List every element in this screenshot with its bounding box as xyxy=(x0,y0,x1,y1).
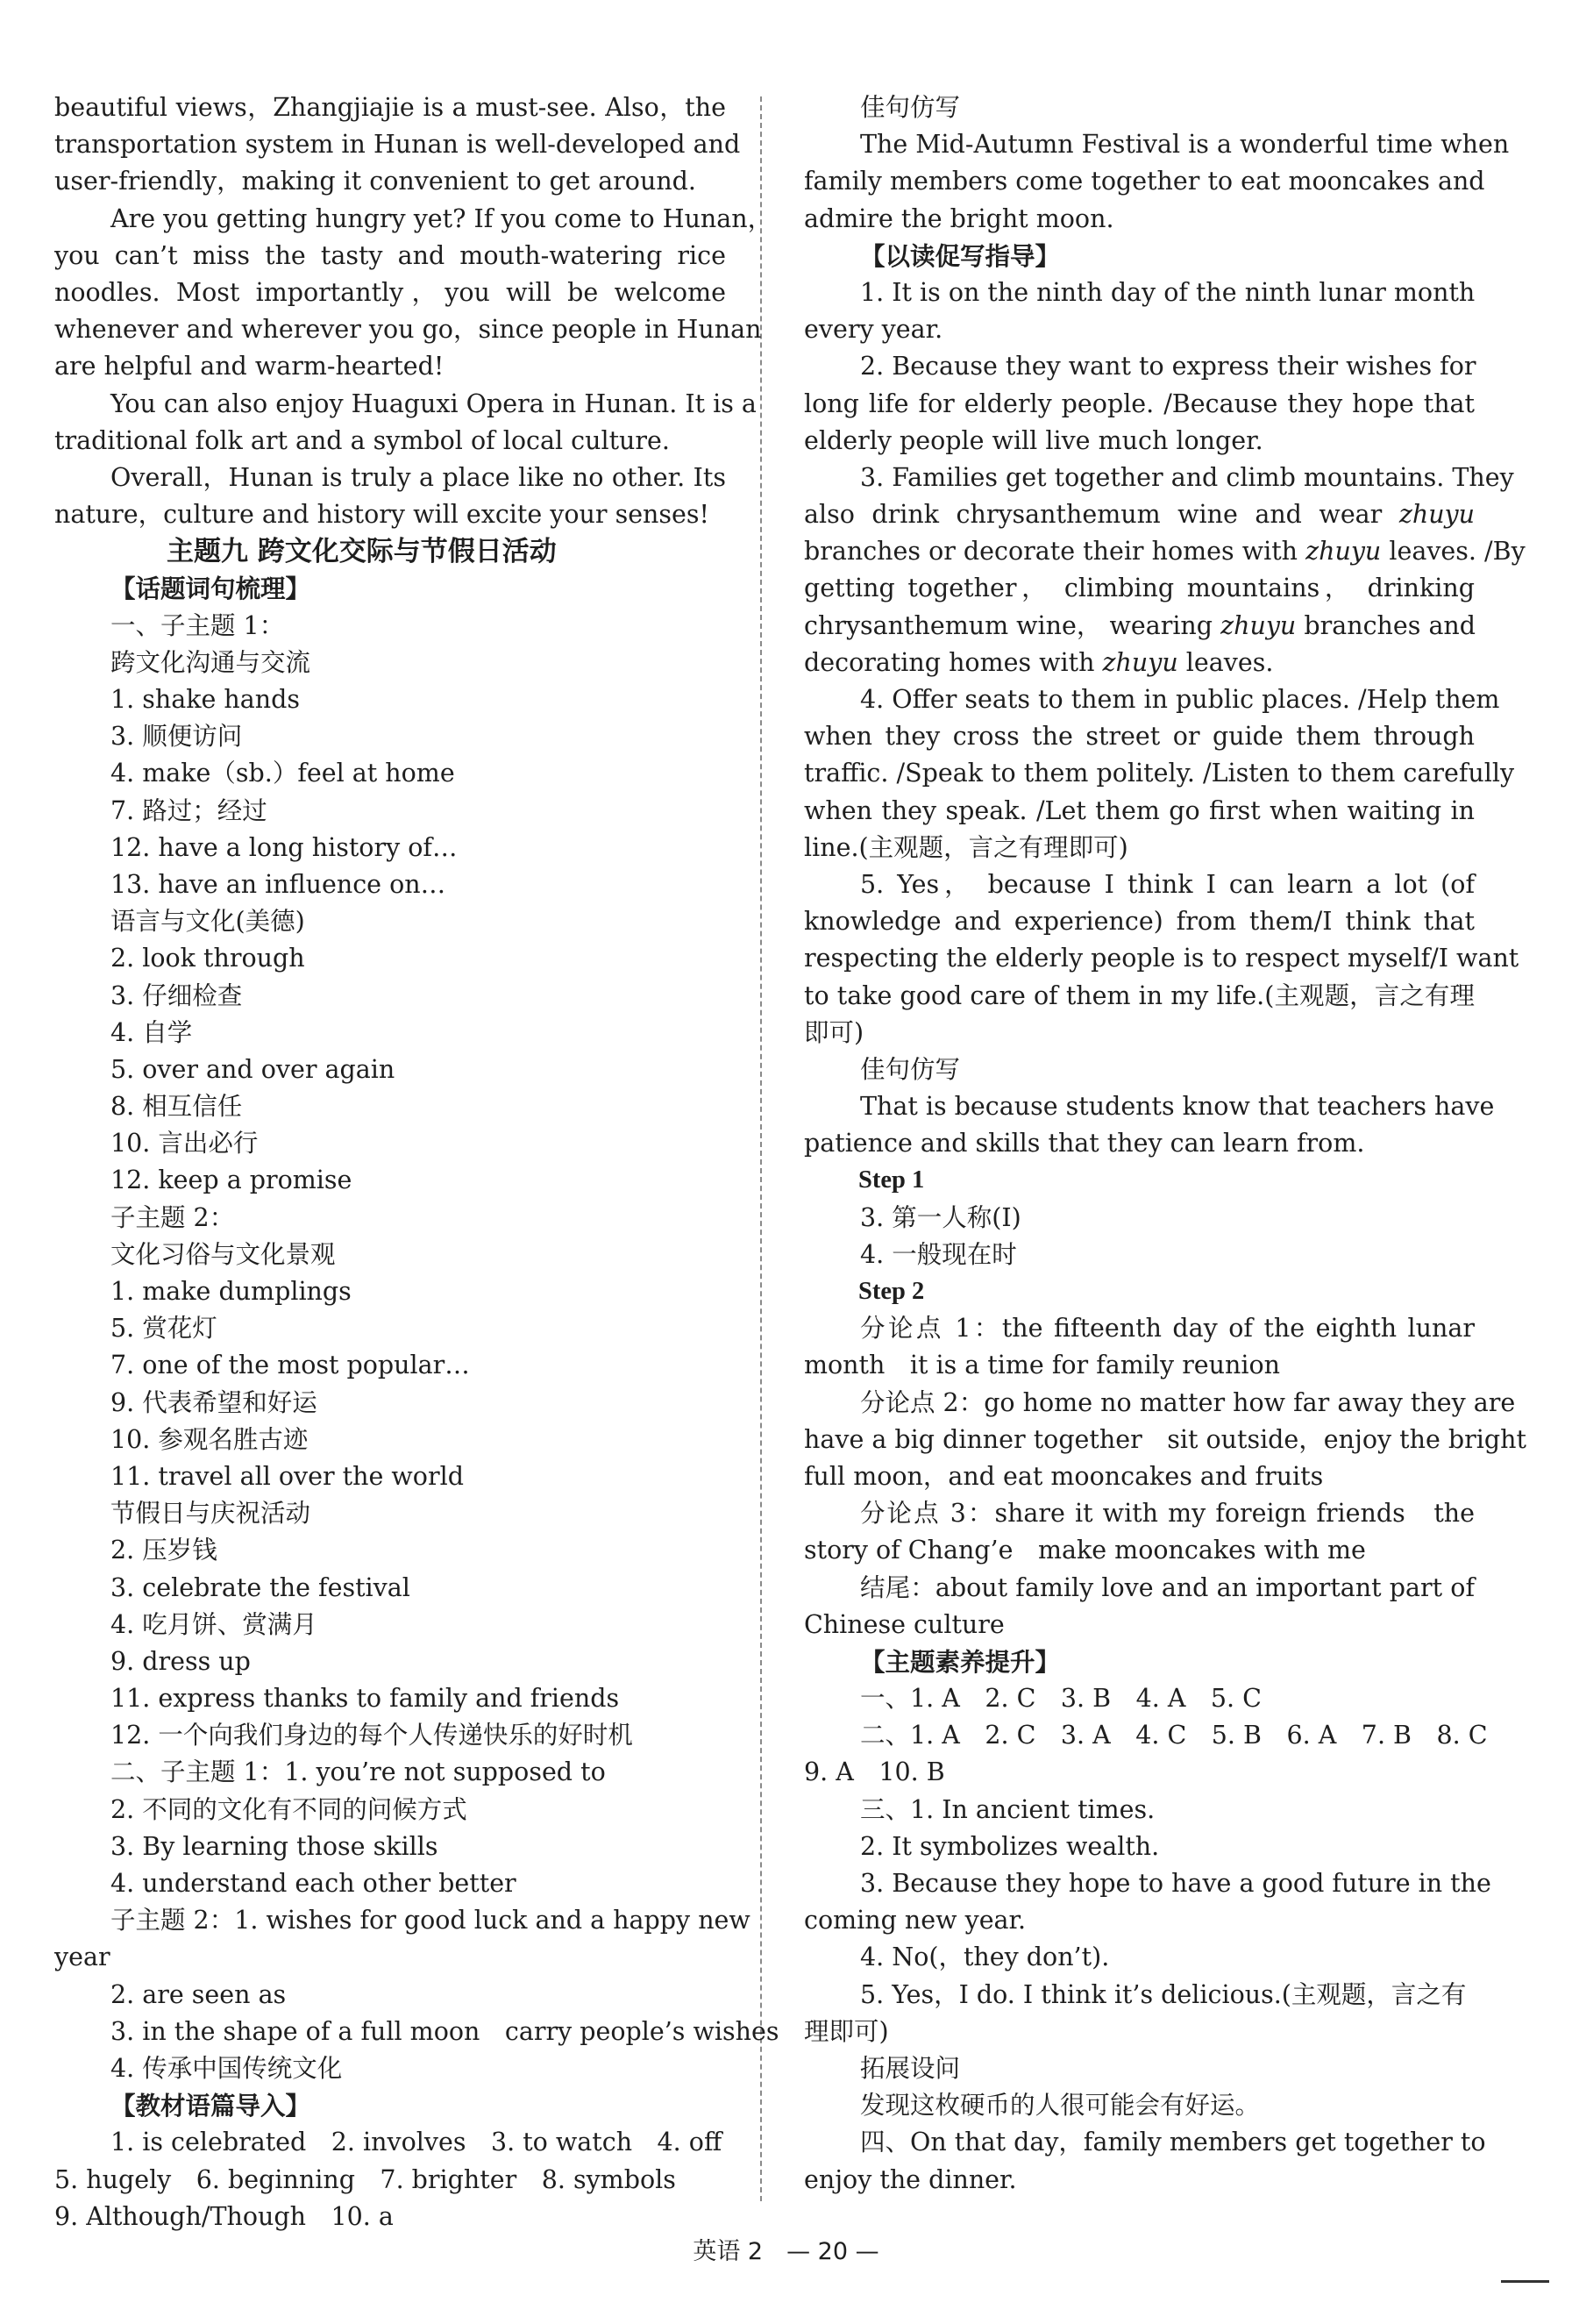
text-line: noodles. Most importantly，you will be welcome xyxy=(54,277,726,307)
list-item: 7. one of the most popular… xyxy=(110,1351,470,1380)
text-line: traditional folk art and a symbol of local culture. xyxy=(54,425,670,455)
answer-line: 5. hugely 6. beginning 7. brighter 8. symbols xyxy=(54,2164,676,2194)
text-line: getting together， climbing mountains， drinking xyxy=(804,574,1475,603)
text-line: 5. Yes， because I think I can learn a lot (of xyxy=(860,869,1475,899)
answer-line: 三、1. In ancient times. xyxy=(860,1794,1156,1824)
section-heading: 【以读促写指导】 xyxy=(860,240,1061,271)
text-line: long life for elderly people. /Because they hope that xyxy=(804,389,1475,418)
text-line: 结尾：about family love and an important part of xyxy=(860,1572,1475,1602)
text-line: 2. Because they want to express their wishes for xyxy=(860,352,1476,381)
text-line: beautiful views，Zhangjiajie is a must-see. Also，the xyxy=(54,93,726,122)
list-item: 子主题 2：1. wishes for good luck and a happy new xyxy=(110,1906,750,1935)
corner-rule xyxy=(1501,2280,1549,2283)
page-footer: 英语 2 — 20 — xyxy=(693,2238,879,2265)
text-line: decorating homes with zhuyu leaves. xyxy=(804,647,1274,677)
answer-line: 3. Because they hope to have a good future in the xyxy=(860,1869,1491,1898)
text-line: nature，culture and history will excite your senses! xyxy=(54,500,709,530)
list-item: 2. 压岁钱 xyxy=(110,1536,217,1565)
list-item: 3. 第一人称(I) xyxy=(860,1202,1021,1232)
text-line: when they speak. /Let them go first when waiting in xyxy=(804,795,1475,825)
answer-line: 2. It symbolizes wealth. xyxy=(860,1831,1160,1861)
list-item: 8. 相互信任 xyxy=(110,1092,243,1122)
text-line: You can also enjoy Huaguxi Opera in Hunan. It is a xyxy=(110,389,757,418)
right-column xyxy=(804,89,1526,2199)
text-line: 分论点 3：share it with my foreign friends the xyxy=(860,1499,1475,1529)
text-line: user-friendly，making it convenient to get around. xyxy=(54,167,696,196)
list-item: 9. dress up xyxy=(110,1646,251,1676)
list-item: 2. look through xyxy=(110,944,305,973)
step-heading: Step 1 xyxy=(858,1166,925,1194)
text-line: knowledge and experience) from them/I think that xyxy=(804,907,1475,937)
list-item: 3. 仔细检查 xyxy=(110,980,243,1010)
list-item: 10. 参观名胜古迹 xyxy=(110,1424,309,1454)
list-item: 5. over and over again xyxy=(110,1054,395,1084)
answer-line: 理即可) xyxy=(804,2016,889,2046)
list-item: 7. 路过；经过 xyxy=(110,795,267,825)
answer-line: 一、1. A 2. C 3. B 4. A 5. C xyxy=(860,1684,1262,1714)
list-item: 5. 赏花灯 xyxy=(110,1314,217,1344)
answer-line: 5. Yes，I do. I think it’s delicious.(主观题，言之有 xyxy=(860,1979,1467,2009)
text-line: 3. Families get together and climb mountains. They xyxy=(860,462,1514,492)
list-item: year xyxy=(54,1943,110,1972)
section-heading: 【话题词句梳理】 xyxy=(110,574,311,604)
list-item: 文化习俗与文化景观 xyxy=(110,1239,336,1269)
list-item: 4. 传承中国传统文化 xyxy=(110,2053,343,2083)
left-column xyxy=(54,89,779,2235)
list-item: 4. 一般现在时 xyxy=(860,1239,1017,1269)
answer-line: 9. A 10. B xyxy=(804,1757,945,1787)
text-line: story of Chang’e make mooncakes with me xyxy=(804,1536,1366,1565)
answer-line: enjoy the dinner. xyxy=(804,2164,1017,2194)
text-line: Are you getting hungry yet? If you come to Hunan， xyxy=(110,203,773,233)
list-item: 4. 自学 xyxy=(110,1017,193,1047)
subheading: 佳句仿写 xyxy=(860,93,961,122)
answer-line: 9. Although/Though 10. a xyxy=(54,2201,394,2231)
subheading: 拓展设问 xyxy=(860,2053,961,2083)
text-line: when they cross the street or guide them through xyxy=(804,722,1475,752)
list-item: 3. By learning those skills xyxy=(110,1831,438,1861)
list-item: 4. 吃月饼、赏满月 xyxy=(110,1609,317,1639)
answer-line: coming new year. xyxy=(804,1906,1027,1935)
text-line: are helpful and warm-hearted! xyxy=(54,352,445,381)
text-line: 4. Offer seats to them in public places. /Help them xyxy=(860,685,1500,714)
list-item: 13. have an influence on… xyxy=(110,869,446,899)
answer-line: 4. No(，they don’t). xyxy=(860,1943,1110,1972)
list-item: 1. make dumplings xyxy=(110,1277,352,1306)
section-heading: 【主题素养提升】 xyxy=(860,1646,1061,1677)
text-line: 即可) xyxy=(804,1017,864,1047)
text-line: patience and skills that they can learn from. xyxy=(804,1129,1365,1158)
text-line: also drink chrysanthemum wine and wear zhuyu xyxy=(804,500,1476,530)
list-item: 节假日与庆祝活动 xyxy=(110,1499,311,1529)
step-heading: Step 2 xyxy=(858,1278,925,1305)
list-item: 12. have a long history of… xyxy=(110,832,458,862)
text-line: transportation system in Hunan is well-developed and xyxy=(54,130,741,160)
text-line: traffic. /Speak to them politely. /Listen to them carefully xyxy=(804,759,1515,788)
text-line: full moon，and eat mooncakes and fruits xyxy=(804,1461,1324,1491)
text-line: 发现这枚硬币的人很可能会有好运。 xyxy=(860,2091,1261,2121)
text-line: line.(主观题，言之有理即可) xyxy=(804,832,1128,862)
list-item: 1. shake hands xyxy=(110,685,300,714)
text-line: Chinese culture xyxy=(804,1609,1005,1639)
text-line: chrysanthemum wine， wearing zhuyu branches and xyxy=(804,610,1476,640)
text-line: elderly people will live much longer. xyxy=(804,425,1263,455)
list-item: 3. celebrate the festival xyxy=(110,1572,410,1602)
text-line: Overall，Hunan is truly a place like no other. Its xyxy=(110,462,726,492)
text-line: The Mid-Autumn Festival is a wonderful time when xyxy=(860,130,1510,160)
list-item: 10. 言出必行 xyxy=(110,1129,259,1158)
list-item: 跨文化沟通与交流 xyxy=(110,647,311,677)
subheading: 佳句仿写 xyxy=(860,1054,961,1084)
list-item: 二、子主题 1：1. you’re not supposed to xyxy=(110,1757,606,1787)
list-item: 4. make（sb.）feel at home xyxy=(110,759,455,788)
answer-line: 1. is celebrated 2. involves 3. to watch 4. off xyxy=(110,2128,722,2157)
text-line: 分论点 1：the fifteenth day of the eighth lunar xyxy=(860,1314,1475,1344)
list-item: 3. 顺便访问 xyxy=(110,722,243,752)
text-line: respecting the elderly people is to respect myself/I want xyxy=(804,944,1519,973)
list-item: 3. in the shape of a full moon carry people’s wishes xyxy=(110,2016,779,2046)
list-item: 12. 一个向我们身边的每个人传递快乐的好时机 xyxy=(110,1721,633,1750)
text-line: That is because students know that teachers have xyxy=(860,1092,1495,1122)
list-item: 语言与文化(美德) xyxy=(110,907,305,937)
list-item: 一、子主题 1： xyxy=(110,610,285,640)
list-item: 11. express thanks to family and friends xyxy=(110,1684,620,1714)
text-line: admire the bright moon. xyxy=(804,203,1114,233)
theme-title: 主题九 跨文化交际与节假日活动 xyxy=(167,536,557,568)
list-item: 4. understand each other better xyxy=(110,1869,516,1898)
list-item: 2. are seen as xyxy=(110,1979,287,2009)
text-line: branches or decorate their homes with zhuyu leaves. /By xyxy=(804,537,1526,567)
list-item: 9. 代表希望和好运 xyxy=(110,1387,317,1417)
text-line: family members come together to eat mooncakes and xyxy=(804,167,1485,196)
text-line: 分论点 2：go home no matter how far away they are xyxy=(860,1387,1516,1417)
column-divider xyxy=(760,96,762,2201)
text-line: to take good care of them in my life.(主观题，言之有理 xyxy=(804,980,1475,1010)
answer-line: 二、1. A 2. C 3. A 4. C 5. B 6. A 7. B 8. C xyxy=(860,1721,1488,1750)
list-item: 11. travel all over the world xyxy=(110,1461,464,1491)
text-line: whenever and wherever you go，since people in Hunan xyxy=(54,315,762,345)
text-line: every year. xyxy=(804,315,943,345)
text-line: have a big dinner together sit outside，enjoy the bright xyxy=(804,1424,1526,1454)
text-line: 1. It is on the ninth day of the ninth lunar month xyxy=(860,277,1476,307)
section-heading: 【教材语篇导入】 xyxy=(110,2091,311,2121)
text-line: you can’t miss the tasty and mouth-watering rice xyxy=(54,240,726,270)
answer-line: 四、On that day，family members get together to xyxy=(860,2128,1486,2157)
list-item: 12. keep a promise xyxy=(110,1166,352,1195)
list-item: 子主题 2： xyxy=(110,1202,235,1232)
list-item: 2. 不同的文化有不同的问候方式 xyxy=(110,1794,467,1824)
text-line: month it is a time for family reunion xyxy=(804,1351,1281,1380)
